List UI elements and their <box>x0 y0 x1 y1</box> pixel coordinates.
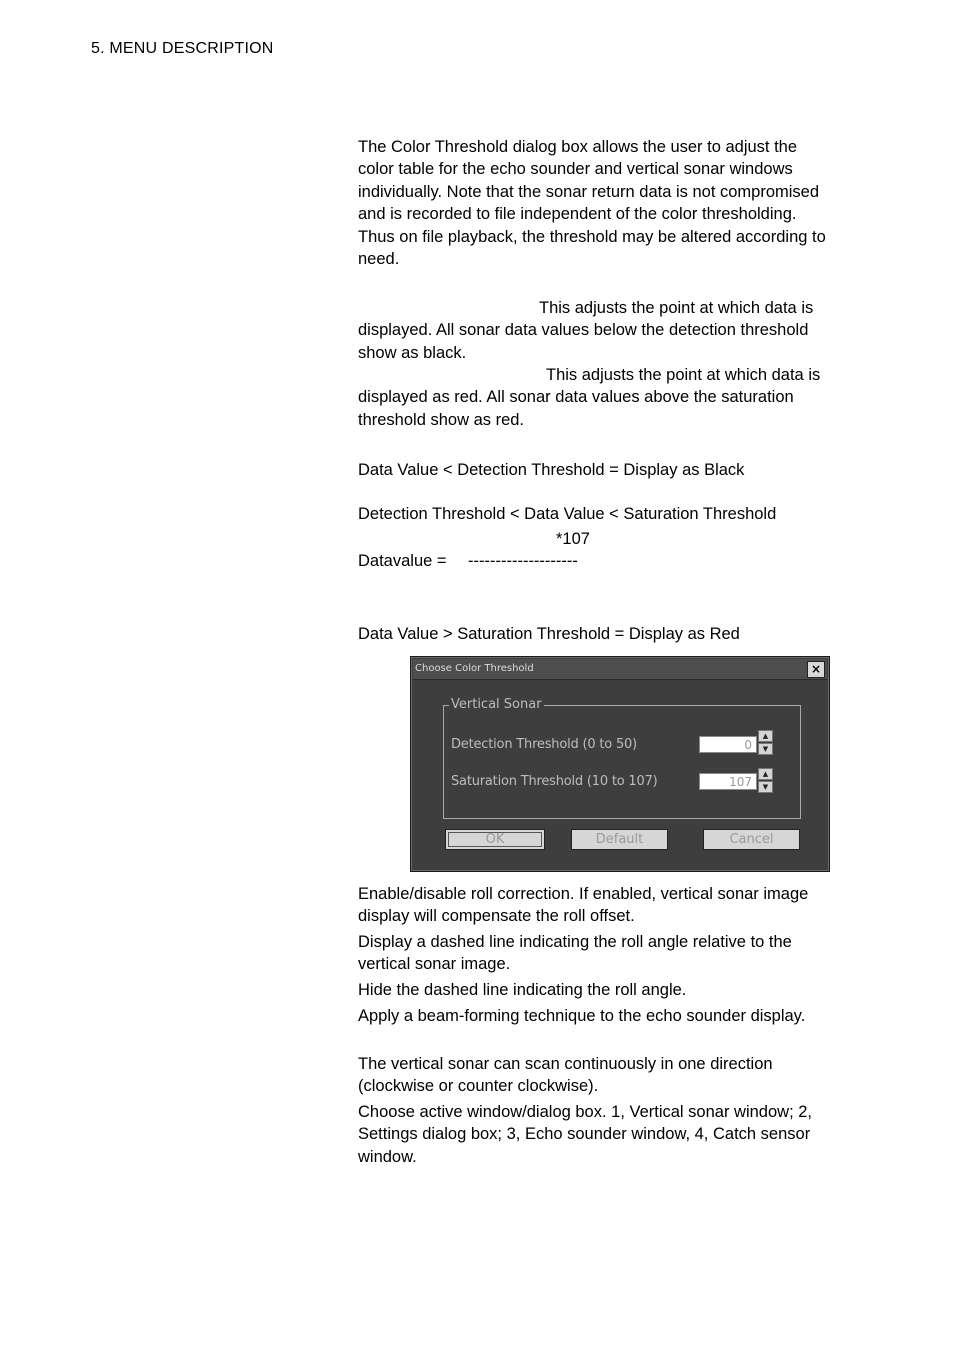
saturation-threshold-label: Saturation Threshold (10 to 107) <box>451 774 658 789</box>
desc-roll-line-hide: Hide the dashed line indicating the roll angle. <box>358 981 687 999</box>
spin-up-icon[interactable]: ▲ <box>758 768 773 780</box>
section-header: 5. MENU DESCRIPTION <box>91 40 274 57</box>
detection-desc: This adjusts the point at which data is displayed. All sonar data values below the detection threshold show as black. <box>358 299 814 362</box>
default-button[interactable]: Default <box>571 829 668 850</box>
spin-up-icon[interactable]: ▲ <box>758 730 773 742</box>
desc-roll-line-show: Display a dashed line indicating the roll angle relative to the vertical sonar image. <box>358 933 792 974</box>
rule-red: Data Value > Saturation Threshold = Display as Red <box>358 625 740 643</box>
formula-numerator: *107 <box>556 530 590 548</box>
formula-bar: -------------------- <box>468 552 578 570</box>
saturation-desc: This adjusts the point at which data is displayed as red. All sonar data values above the saturation threshold show as red. <box>358 366 821 429</box>
detection-threshold-stepper[interactable] <box>758 730 773 756</box>
rule-middle: Detection Threshold < Data Value < Saturation Threshold <box>358 505 777 523</box>
spin-down-icon[interactable]: ▼ <box>758 743 773 755</box>
group-label: Vertical Sonar <box>451 697 542 712</box>
color-threshold-dialog <box>410 656 830 872</box>
dialog-titlebar[interactable] <box>413 659 827 680</box>
desc-roll-correction: Enable/disable roll correction. If enabled, vertical sonar image display will compensate the roll offset. <box>358 885 809 926</box>
desc-beam-forming: Apply a beam-forming technique to the echo sounder display. <box>358 1007 806 1025</box>
rule-black: Data Value < Detection Threshold = Display as Black <box>358 461 745 479</box>
ok-button[interactable]: OK <box>445 829 545 850</box>
saturation-threshold-stepper[interactable] <box>758 768 773 794</box>
cancel-button[interactable]: Cancel <box>703 829 800 850</box>
formula-label: Datavalue = <box>358 552 447 570</box>
desc-active-window: Choose active window/dialog box. 1, Vertical sonar window; 2, Settings dialog box; 3, Echo sounder window, 4, Catch sensor window. <box>358 1103 812 1166</box>
saturation-threshold-input[interactable]: 107 <box>699 773 757 790</box>
close-icon[interactable]: × <box>807 661 825 678</box>
desc-continuous-scan: The vertical sonar can scan continuously in one direction (clockwise or counter clockwise). <box>358 1055 773 1096</box>
detection-paragraph <box>358 297 833 364</box>
saturation-paragraph <box>358 364 833 431</box>
intro-text: The Color Threshold dialog box allows the user to adjust the color table for the echo sounder and vertical sonar windows individually. Note that the sonar return data is not compromised and is recorded to file independent of the color thresholding. Thus on file playback, the threshold may be altered according to need. <box>358 138 826 269</box>
intro-paragraph <box>358 136 833 270</box>
vertical-sonar-group <box>443 705 801 819</box>
spin-down-icon[interactable]: ▼ <box>758 781 773 793</box>
detection-threshold-input[interactable]: 0 <box>699 736 757 753</box>
detection-threshold-label: Detection Threshold (0 to 50) <box>451 737 637 752</box>
dialog-title: Choose Color Threshold <box>415 663 534 674</box>
